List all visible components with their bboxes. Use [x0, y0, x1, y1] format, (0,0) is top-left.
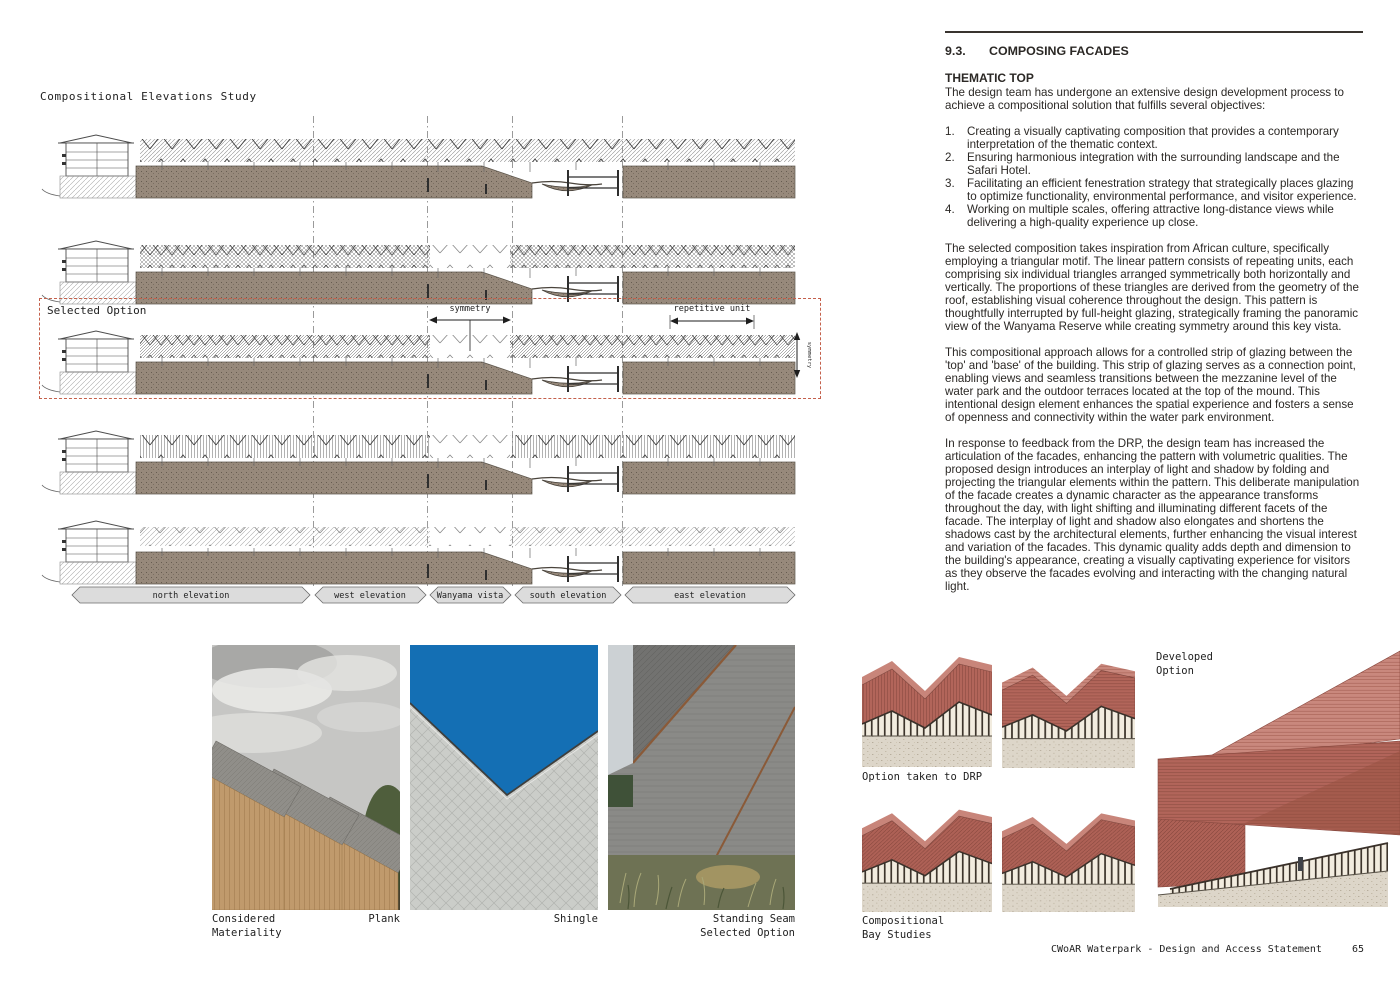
arrowhead-down-icon [794, 370, 800, 378]
list-item-number: 2. [945, 151, 955, 164]
article-column [945, 45, 1363, 606]
caption-line: Option [1156, 665, 1194, 677]
list-item-text: Creating a visually captivating composition that provides a contemporary interpretation of the thematic context. [967, 125, 1339, 151]
render-bay-study-2 [1002, 808, 1135, 912]
elevation-badge-label: south elevation [529, 591, 607, 601]
list-item-text: Working on multiple scales, offering attractive long-distance views while delivering a high-quality experience up close. [967, 203, 1334, 229]
elevation-badge-label: north elevation [152, 591, 230, 601]
photo1-caption-row [212, 912, 400, 940]
caption-line: Considered [212, 913, 276, 925]
elevation-badge-label: east elevation [674, 591, 746, 601]
sky-sliver [608, 645, 633, 775]
photo-plank-facade [212, 645, 400, 910]
list-item-text: Ensuring harmonious integration with the surrounding landscape and the Safari Hotel. [967, 151, 1340, 177]
elevation-badge-label: west elevation [334, 591, 406, 601]
arrowhead-left-icon [670, 318, 678, 325]
objectives-list [945, 125, 1363, 229]
photo1-label: Plank [368, 913, 400, 925]
list-item [945, 203, 1363, 229]
section-rule [945, 31, 1363, 33]
repetitive-unit-label: repetitive unit [673, 304, 751, 314]
elevation-badge-label: Wanyama vista [436, 591, 504, 601]
caption-line: Developed [1156, 651, 1213, 663]
vertical-symmetry-label: symmetry [806, 341, 812, 369]
footer-title: CWoAR Waterpark - Design and Access Statement [1051, 944, 1322, 955]
section-number: 9.3. [945, 44, 966, 58]
photo-shingle-facade [410, 645, 598, 910]
elevation-row-4 [40, 426, 822, 498]
render-drp-option-2 [1002, 658, 1135, 768]
list-item [945, 125, 1363, 151]
arrowhead-right-icon [746, 318, 754, 325]
drp-option-label: Option taken to DRP [862, 771, 983, 783]
elevation-row-1 [40, 130, 822, 202]
list-item-text: Facilitating an efficient fenestration strategy that strategically places glazing to optimize functionality, environmental performance, and visitor experience. [967, 177, 1357, 203]
body-paragraph: The selected composition takes inspiration from African culture, specifically employing a triangular motif. The linear pattern consists of repeating units, each comprising six individual triangles arranged symmetrically both horizontally and vertically. The proportions of these triangles are derived from the geometry of the roof, establishing visual coherence throughout the design. This pattern is thoughtfully interrupted by full-height glazing, strategically framing the panoramic view of the Wanyama Reserve while creating symmetry around this key vista. [945, 242, 1359, 333]
photo2-label: Shingle [553, 913, 598, 925]
elevation-row-5 [40, 516, 822, 588]
caption-line: Selected Option [700, 927, 795, 939]
selected-option-label: Selected Option [47, 304, 147, 317]
repetitive-unit-annotation [660, 303, 764, 329]
page-number: 65 [1351, 944, 1364, 955]
intro-paragraph: The design team has undergone an extensive design development process to achieve a compositional solution that fulfills several objectives: [945, 86, 1344, 112]
list-item-number: 3. [945, 177, 955, 190]
list-item-number: 1. [945, 125, 955, 138]
list-item [945, 151, 1363, 177]
list-item-number: 4. [945, 203, 955, 216]
render-drp-option-1 [862, 651, 992, 767]
vertical-symmetry-annotation [789, 328, 813, 382]
render-bay-study-1 [862, 804, 992, 912]
symmetry-label: symmetry [449, 304, 491, 314]
arrowhead-up-icon [794, 332, 800, 340]
elevation-label-bar [62, 586, 802, 604]
render-developed-option [1150, 642, 1400, 908]
arrowhead-right-icon [503, 317, 511, 324]
caption-line: Compositional [862, 915, 945, 927]
body-paragraph: This compositional approach allows for a controlled strip of glazing between the 'top' and 'base' of the building. This strip of glazing serves as a connection point, enabling views and seamless transitions between the mezzanine level of the water park and the outdoor terraces located at the top of the mound. This intentional design element enhances the spatial experience and fosters a sense of openness and connectivity within the water park environment. [945, 346, 1356, 424]
compositional-bay-studies-label [862, 914, 944, 942]
subsection-title: THEMATIC TOP [945, 71, 1034, 85]
page-footer [1051, 944, 1364, 955]
caption-line: Bay Studies [862, 929, 932, 941]
section-heading [945, 45, 1363, 58]
section-title: COMPOSING FACADES [989, 44, 1129, 58]
body-paragraph: In response to feedback from the DRP, the design team has increased the articulation of the facades, enhancing the pattern with volumetric qualities. The proposed design introduces an interplay of light and shadow by folding and projecting the triangular elements within the pattern. This deliberate manipulation of the facade creates a dynamic character as the appearance transforms throughout the day, with light shifting and illuminating different facets of the facade. The interplay of light and shadow also elongates and shortens the shadows cast by the architectural elements, further enhancing the visual interest and variation of the facades. This dynamic quality adds depth and dimension to the building's appearance, creating a visually captivating experience for visitors as they observe the facades evolving and interacting with the changing natural light. [945, 437, 1360, 593]
elevations-study-title: Compositional Elevations Study [40, 90, 257, 103]
photo3-caption-row [608, 912, 795, 940]
photo-standing-seam-facade [608, 645, 795, 910]
symmetry-annotation [425, 303, 515, 355]
person-silhouette [1298, 857, 1303, 871]
caption-line: Standing Seam [712, 913, 795, 925]
developed-option-label [1156, 650, 1213, 678]
materiality-caption [212, 912, 282, 940]
arrowhead-left-icon [429, 317, 437, 324]
list-item [945, 177, 1363, 203]
caption-line: Materiality [212, 927, 282, 939]
photo2-caption-row [410, 912, 598, 926]
